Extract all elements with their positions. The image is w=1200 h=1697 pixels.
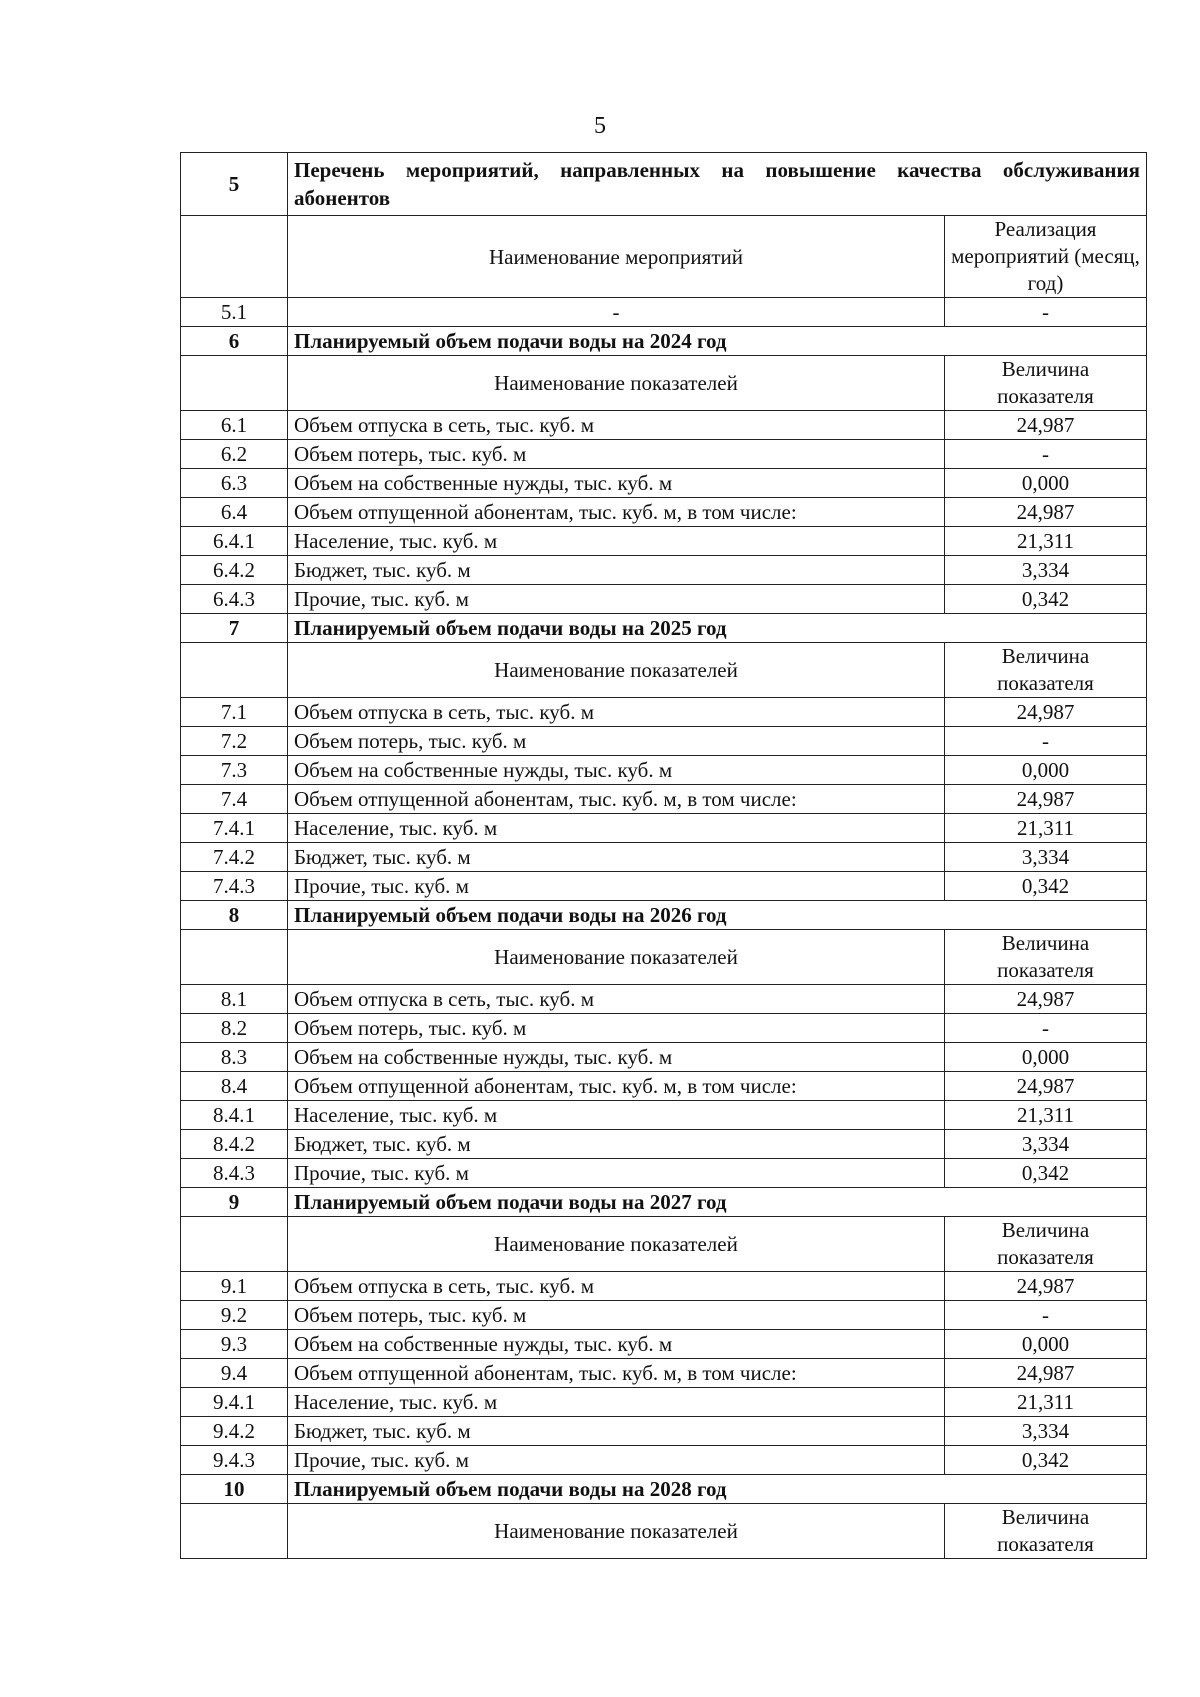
section-title: Перечень мероприятий, направленных на повышение качества обслуживания абонентов bbox=[288, 153, 1147, 216]
row-value: 0,342 bbox=[945, 1159, 1147, 1188]
table-row bbox=[181, 556, 1147, 585]
row-name: Бюджет, тыс. куб. м bbox=[288, 843, 945, 872]
header-name-cell: Наименование показателей bbox=[288, 1217, 945, 1272]
section-number: 5 bbox=[181, 153, 288, 216]
row-name: Бюджет, тыс. куб. м bbox=[288, 1417, 945, 1446]
row-name: - bbox=[288, 298, 945, 327]
section-title-row bbox=[181, 1475, 1147, 1504]
section-title-row bbox=[181, 1188, 1147, 1217]
row-name: Объем отпущенной абонентам, тыс. куб. м, в том числе: bbox=[288, 498, 945, 527]
table-body bbox=[181, 153, 1147, 1559]
row-name: Прочие, тыс. куб. м bbox=[288, 585, 945, 614]
row-name: Объем потерь, тыс. куб. м bbox=[288, 1301, 945, 1330]
row-value: 21,311 bbox=[945, 814, 1147, 843]
header-name-cell: Наименование показателей bbox=[288, 356, 945, 411]
row-value: 0,342 bbox=[945, 585, 1147, 614]
row-number: 6.4.3 bbox=[181, 585, 288, 614]
row-name: Прочие, тыс. куб. м bbox=[288, 1446, 945, 1475]
section-title: Планируемый объем подачи воды на 2027 год bbox=[288, 1188, 1147, 1217]
row-number: 9.4.2 bbox=[181, 1417, 288, 1446]
table-row bbox=[181, 1359, 1147, 1388]
row-number: 6.4 bbox=[181, 498, 288, 527]
row-number: 5.1 bbox=[181, 298, 288, 327]
table-row bbox=[181, 698, 1147, 727]
page-number: 5 bbox=[594, 113, 606, 139]
table-row bbox=[181, 440, 1147, 469]
table-row bbox=[181, 1446, 1147, 1475]
row-number: 7.4.3 bbox=[181, 872, 288, 901]
row-value: 0,342 bbox=[945, 1446, 1147, 1475]
row-value: 24,987 bbox=[945, 1359, 1147, 1388]
table-row bbox=[181, 1159, 1147, 1188]
section-title-row bbox=[181, 327, 1147, 356]
table-row bbox=[181, 985, 1147, 1014]
row-number: 8.1 bbox=[181, 985, 288, 1014]
header-empty-cell bbox=[181, 356, 288, 411]
row-number: 7.2 bbox=[181, 727, 288, 756]
row-value: - bbox=[945, 440, 1147, 469]
row-number: 9.4 bbox=[181, 1359, 288, 1388]
row-value: 0,000 bbox=[945, 469, 1147, 498]
table-row bbox=[181, 785, 1147, 814]
row-name: Население, тыс. куб. м bbox=[288, 814, 945, 843]
header-value-cell: Величина показателя bbox=[945, 356, 1147, 411]
row-value: 0,000 bbox=[945, 756, 1147, 785]
table-row bbox=[181, 585, 1147, 614]
row-number: 6.1 bbox=[181, 411, 288, 440]
section-header-row bbox=[181, 1504, 1147, 1559]
table-row bbox=[181, 727, 1147, 756]
table-row bbox=[181, 1301, 1147, 1330]
table-row bbox=[181, 298, 1147, 327]
row-number: 8.4.1 bbox=[181, 1101, 288, 1130]
row-value: 21,311 bbox=[945, 1101, 1147, 1130]
row-name: Население, тыс. куб. м bbox=[288, 1101, 945, 1130]
table-row bbox=[181, 814, 1147, 843]
table-row bbox=[181, 1417, 1147, 1446]
row-value: 0,000 bbox=[945, 1043, 1147, 1072]
row-name: Объем отпущенной абонентам, тыс. куб. м, в том числе: bbox=[288, 785, 945, 814]
row-number: 9.3 bbox=[181, 1330, 288, 1359]
table-row bbox=[181, 498, 1147, 527]
row-number: 8.4 bbox=[181, 1072, 288, 1101]
row-value: - bbox=[945, 1014, 1147, 1043]
row-name: Бюджет, тыс. куб. м bbox=[288, 1130, 945, 1159]
header-name-cell: Наименование показателей bbox=[288, 930, 945, 985]
section-title: Планируемый объем подачи воды на 2025 год bbox=[288, 614, 1147, 643]
header-empty-cell bbox=[181, 1217, 288, 1272]
header-value-cell: Величина показателя bbox=[945, 1504, 1147, 1559]
section-number: 8 bbox=[181, 901, 288, 930]
row-name: Бюджет, тыс. куб. м bbox=[288, 556, 945, 585]
row-name: Прочие, тыс. куб. м bbox=[288, 872, 945, 901]
row-name: Объем отпуска в сеть, тыс. куб. м bbox=[288, 411, 945, 440]
row-number: 6.2 bbox=[181, 440, 288, 469]
row-value: - bbox=[945, 727, 1147, 756]
row-value: 3,334 bbox=[945, 556, 1147, 585]
table-row bbox=[181, 411, 1147, 440]
row-value: 24,987 bbox=[945, 698, 1147, 727]
section-title-row bbox=[181, 614, 1147, 643]
row-number: 7.4.2 bbox=[181, 843, 288, 872]
section-header-row bbox=[181, 643, 1147, 698]
table-row bbox=[181, 872, 1147, 901]
header-name-cell: Наименование показателей bbox=[288, 643, 945, 698]
row-value: - bbox=[945, 298, 1147, 327]
table-row bbox=[181, 1130, 1147, 1159]
row-number: 7.4 bbox=[181, 785, 288, 814]
row-value: 3,334 bbox=[945, 1130, 1147, 1159]
row-name: Объем потерь, тыс. куб. м bbox=[288, 1014, 945, 1043]
table-row bbox=[181, 843, 1147, 872]
row-value: 24,987 bbox=[945, 1072, 1147, 1101]
row-number: 8.4.2 bbox=[181, 1130, 288, 1159]
row-name: Прочие, тыс. куб. м bbox=[288, 1159, 945, 1188]
row-number: 6.4.1 bbox=[181, 527, 288, 556]
row-value: 24,987 bbox=[945, 411, 1147, 440]
row-value: 24,987 bbox=[945, 985, 1147, 1014]
table-row bbox=[181, 527, 1147, 556]
row-number: 9.4.3 bbox=[181, 1446, 288, 1475]
row-value: - bbox=[945, 1301, 1147, 1330]
table-row bbox=[181, 1101, 1147, 1130]
header-empty-cell bbox=[181, 1504, 288, 1559]
row-value: 24,987 bbox=[945, 785, 1147, 814]
row-number: 6.3 bbox=[181, 469, 288, 498]
section-title: Планируемый объем подачи воды на 2024 год bbox=[288, 327, 1147, 356]
table-row bbox=[181, 1014, 1147, 1043]
water-supply-table bbox=[180, 152, 1147, 1559]
table-row bbox=[181, 756, 1147, 785]
row-value: 21,311 bbox=[945, 1388, 1147, 1417]
row-number: 7.1 bbox=[181, 698, 288, 727]
table-row bbox=[181, 1330, 1147, 1359]
table-row bbox=[181, 1072, 1147, 1101]
row-number: 6.4.2 bbox=[181, 556, 288, 585]
row-name: Объем потерь, тыс. куб. м bbox=[288, 727, 945, 756]
section-number: 10 bbox=[181, 1475, 288, 1504]
row-value: 24,987 bbox=[945, 498, 1147, 527]
header-empty-cell bbox=[181, 216, 288, 298]
row-name: Объем отпуска в сеть, тыс. куб. м bbox=[288, 698, 945, 727]
section-5-header-row bbox=[181, 216, 1147, 298]
row-number: 8.4.3 bbox=[181, 1159, 288, 1188]
row-number: 9.4.1 bbox=[181, 1388, 288, 1417]
section-number: 9 bbox=[181, 1188, 288, 1217]
row-name: Объем отпуска в сеть, тыс. куб. м bbox=[288, 985, 945, 1014]
row-name: Объем отпущенной абонентам, тыс. куб. м, в том числе: bbox=[288, 1359, 945, 1388]
row-value: 21,311 bbox=[945, 527, 1147, 556]
header-empty-cell bbox=[181, 930, 288, 985]
row-number: 7.3 bbox=[181, 756, 288, 785]
row-name: Объем на собственные нужды, тыс. куб. м bbox=[288, 1330, 945, 1359]
row-name: Объем отпуска в сеть, тыс. куб. м bbox=[288, 1272, 945, 1301]
section-title: Планируемый объем подачи воды на 2026 год bbox=[288, 901, 1147, 930]
row-name: Объем на собственные нужды, тыс. куб. м bbox=[288, 1043, 945, 1072]
row-name: Население, тыс. куб. м bbox=[288, 1388, 945, 1417]
section-header-row bbox=[181, 356, 1147, 411]
row-value: 0,342 bbox=[945, 872, 1147, 901]
row-value: 24,987 bbox=[945, 1272, 1147, 1301]
header-value-cell: Реализация мероприятий (месяц, год) bbox=[945, 216, 1147, 298]
section-number: 7 bbox=[181, 614, 288, 643]
table-row bbox=[181, 1272, 1147, 1301]
row-number: 9.2 bbox=[181, 1301, 288, 1330]
section-header-row bbox=[181, 930, 1147, 985]
row-number: 9.1 bbox=[181, 1272, 288, 1301]
section-header-row bbox=[181, 1217, 1147, 1272]
table-row bbox=[181, 1388, 1147, 1417]
header-value-cell: Величина показателя bbox=[945, 643, 1147, 698]
section-title: Планируемый объем подачи воды на 2028 год bbox=[288, 1475, 1147, 1504]
header-name-cell: Наименование мероприятий bbox=[288, 216, 945, 298]
section-title-row bbox=[181, 901, 1147, 930]
table-row bbox=[181, 469, 1147, 498]
row-number: 8.3 bbox=[181, 1043, 288, 1072]
row-name: Объем отпущенной абонентам, тыс. куб. м, в том числе: bbox=[288, 1072, 945, 1101]
row-name: Население, тыс. куб. м bbox=[288, 527, 945, 556]
header-empty-cell bbox=[181, 643, 288, 698]
row-name: Объем на собственные нужды, тыс. куб. м bbox=[288, 469, 945, 498]
row-value: 0,000 bbox=[945, 1330, 1147, 1359]
section-5-title-row bbox=[181, 153, 1147, 216]
row-name: Объем на собственные нужды, тыс. куб. м bbox=[288, 756, 945, 785]
section-number: 6 bbox=[181, 327, 288, 356]
row-number: 8.2 bbox=[181, 1014, 288, 1043]
row-number: 7.4.1 bbox=[181, 814, 288, 843]
header-name-cell: Наименование показателей bbox=[288, 1504, 945, 1559]
table-row bbox=[181, 1043, 1147, 1072]
header-value-cell: Величина показателя bbox=[945, 930, 1147, 985]
header-value-cell: Величина показателя bbox=[945, 1217, 1147, 1272]
row-value: 3,334 bbox=[945, 843, 1147, 872]
row-name: Объем потерь, тыс. куб. м bbox=[288, 440, 945, 469]
row-value: 3,334 bbox=[945, 1417, 1147, 1446]
